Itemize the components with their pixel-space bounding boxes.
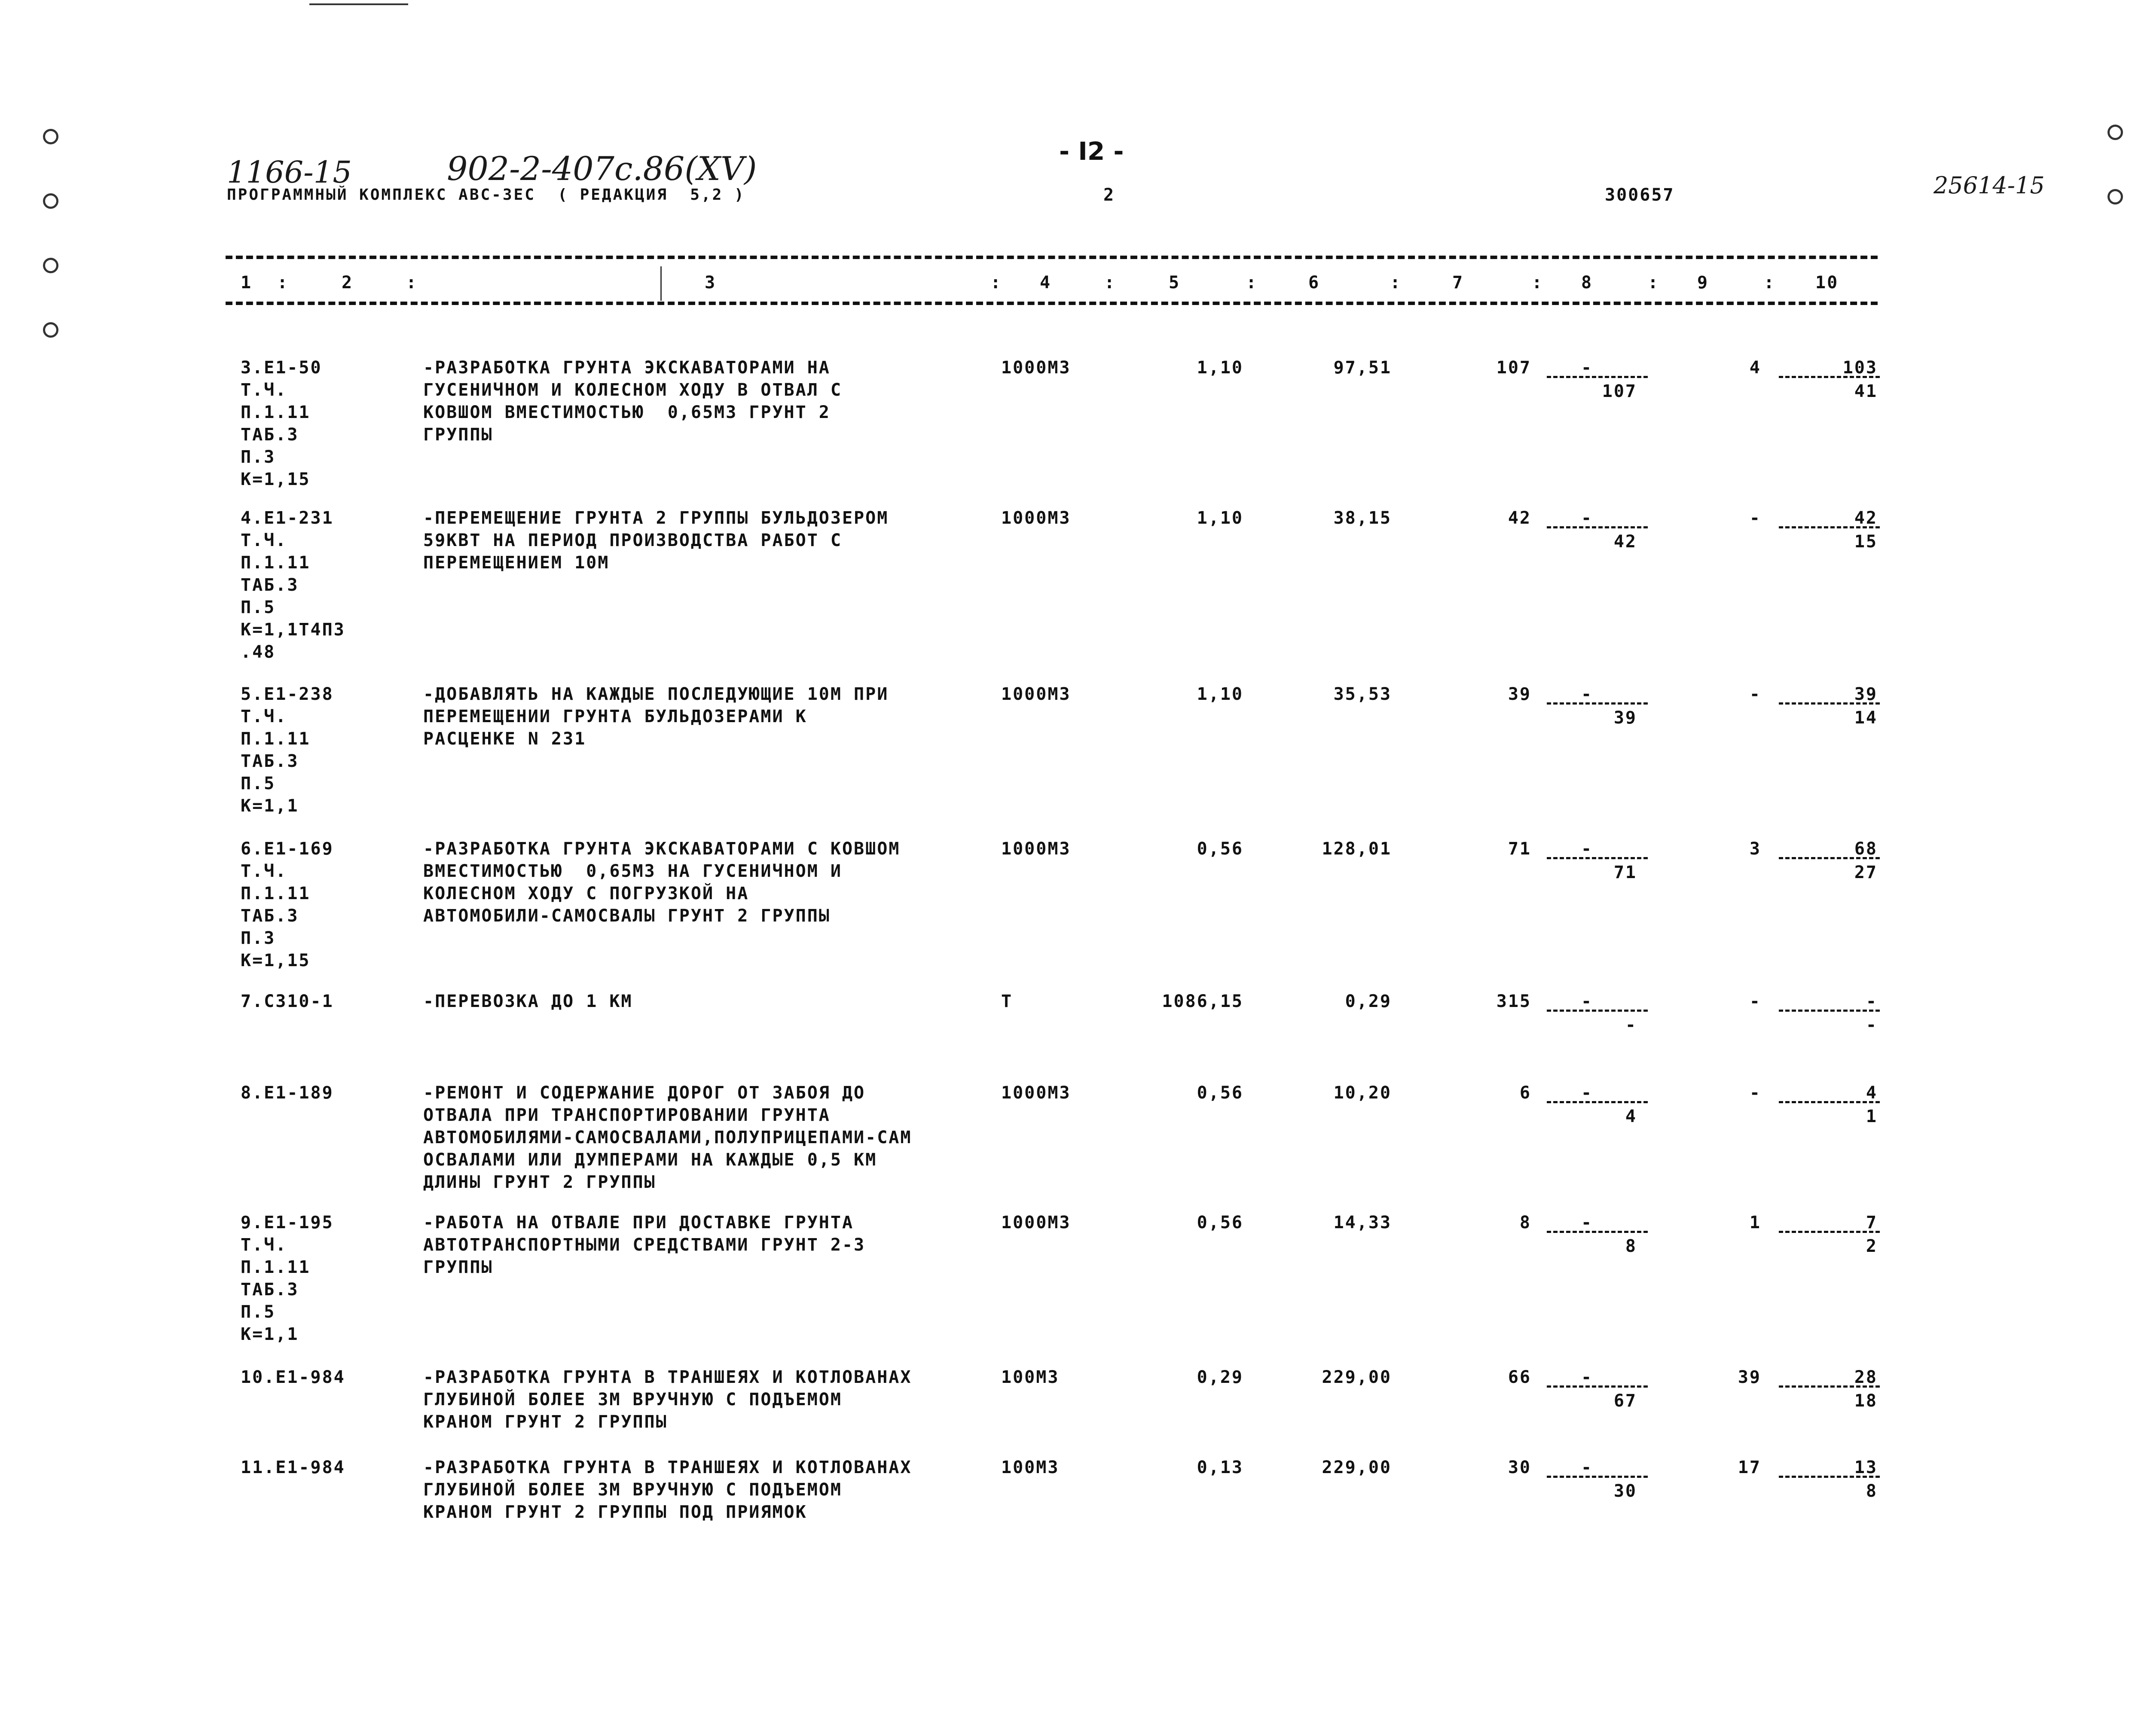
row-total: 107	[1496, 358, 1531, 378]
row-unit: 100М3	[1001, 1458, 1060, 1477]
handwritten-project-code: 902-2-407c.86(XV)	[447, 149, 757, 188]
row-description-line: АВТОМОБИЛЯМИ-САМОСВАЛАМИ,ПОЛУПРИЦЕПАМИ-САМ	[423, 1128, 912, 1147]
row-col8-divider	[1547, 857, 1648, 859]
row-code-line: ТАБ.3	[241, 425, 299, 445]
row-description-line: РАСЦЕНКЕ N 231	[423, 729, 586, 749]
row-col10-divider	[1779, 376, 1880, 378]
row-description-line: ВМЕСТИМОСТЬЮ 0,65М3 НА ГУСЕНИЧНОМ И	[423, 861, 842, 881]
row-col8-bottom: 67	[1613, 1391, 1637, 1411]
row-col8-bottom: 39	[1613, 708, 1637, 728]
row-col9: -	[1749, 684, 1761, 704]
row-col10-top: 39	[1854, 684, 1878, 704]
row-code-line: .48	[241, 642, 276, 662]
row-code-line: К=1,1	[241, 1324, 299, 1344]
row-unit: 1000М3	[1001, 358, 1071, 378]
row-col8-top: -	[1581, 1213, 1593, 1233]
row-description-line: -РЕМОНТ И СОДЕРЖАНИЕ ДОРОГ ОТ ЗАБОЯ ДО	[423, 1083, 866, 1103]
row-total: 8	[1519, 1213, 1531, 1233]
row-col8-bottom: 8	[1625, 1236, 1637, 1256]
row-unit: 1000М3	[1001, 1083, 1071, 1103]
row-description-line: -ДОБАВЛЯТЬ НА КАЖДЫЕ ПОСЛЕДУЮЩИЕ 10М ПРИ	[423, 684, 889, 704]
row-col9: 4	[1749, 358, 1761, 378]
row-code-block	[241, 1082, 334, 1104]
row-description-line: -РАЗРАБОТКА ГРУНТА ЭКСКАВАТОРАМИ НА	[423, 358, 831, 378]
row-code-line: П.1.11	[241, 403, 311, 422]
row-code-line: П.5	[241, 598, 276, 617]
row-col8-divider	[1547, 1010, 1648, 1012]
row-code-line: 9.Е1-195	[241, 1213, 334, 1233]
row-col9: -	[1749, 1083, 1761, 1103]
row-col10-top: -	[1866, 992, 1878, 1011]
row-col8-top: -	[1581, 1083, 1593, 1103]
col-number: 6	[1308, 273, 1320, 293]
row-col10-top: 7	[1866, 1213, 1878, 1233]
row-quantity: 0,56	[1197, 1213, 1243, 1233]
binder-hole	[43, 129, 58, 144]
row-col8-divider	[1547, 1476, 1648, 1478]
row-quantity: 1086,15	[1162, 992, 1243, 1011]
row-col8-top: -	[1581, 839, 1593, 859]
row-unit-price: 10,20	[1333, 1083, 1392, 1103]
row-col8-top: -	[1581, 358, 1593, 378]
row-code-line: 4.Е1-231	[241, 508, 334, 528]
row-col10-bottom: 18	[1854, 1391, 1878, 1411]
row-col10-top: 68	[1854, 839, 1878, 859]
row-col10-bottom: 15	[1854, 532, 1878, 552]
row-description-line: ГРУППЫ	[423, 425, 493, 445]
row-code-block	[241, 683, 334, 817]
row-col9: 17	[1738, 1458, 1761, 1477]
row-code-line: П.1.11	[241, 884, 311, 903]
row-code-line: Т.Ч.	[241, 380, 287, 400]
row-col8-top: -	[1581, 992, 1593, 1011]
row-description-line: ОСВАЛАМИ ИЛИ ДУМПЕРАМИ НА КАЖДЫЕ 0,5 КМ	[423, 1150, 877, 1170]
row-code-line: ТАБ.3	[241, 1280, 299, 1300]
row-unit: 1000М3	[1001, 839, 1071, 859]
row-total: 66	[1508, 1367, 1531, 1387]
handwritten-inventory-number: 1166-15	[227, 155, 352, 190]
row-code-line: К=1,15	[241, 951, 311, 970]
row-col8-divider	[1547, 376, 1648, 378]
row-col8-divider	[1547, 1101, 1648, 1103]
row-description	[423, 1366, 912, 1433]
row-quantity: 0,56	[1197, 1083, 1243, 1103]
row-col9: 3	[1749, 839, 1761, 859]
binder-hole	[43, 193, 58, 209]
row-code-line: П.1.11	[241, 729, 311, 749]
row-description-line: АВТОТРАНСПОРТНЫМИ СРЕДСТВАМИ ГРУНТ 2-3	[423, 1235, 866, 1255]
row-col10-top: 28	[1854, 1367, 1878, 1387]
row-col10-divider	[1779, 702, 1880, 705]
row-code-line: 7.С310-1	[241, 992, 334, 1011]
row-unit-price: 97,51	[1333, 358, 1392, 378]
row-code-line: ТАБ.3	[241, 575, 299, 595]
col-number: 3	[705, 273, 717, 293]
row-col8-top: -	[1581, 684, 1593, 704]
binder-hole	[2108, 125, 2123, 140]
program-line: ПРОГРАММНЫЙ КОМПЛЕКС АВС-3ЕС ( РЕДАКЦИЯ 5,2 )	[227, 186, 745, 204]
row-total: 39	[1508, 684, 1531, 704]
row-col8-bottom: 71	[1613, 863, 1637, 882]
col-number: 4	[1040, 273, 1052, 293]
row-code-block	[241, 838, 334, 972]
row-code-line: 3.Е1-50	[241, 358, 322, 378]
col-separator: :	[277, 273, 289, 293]
row-col8-bottom: -	[1625, 1015, 1637, 1035]
row-col8-divider	[1547, 702, 1648, 705]
row-col9: 39	[1738, 1367, 1761, 1387]
row-code-line: ТАБ.3	[241, 906, 299, 926]
row-code-line: П.1.11	[241, 1257, 311, 1277]
row-col10-divider	[1779, 1101, 1880, 1103]
binder-hole	[2108, 189, 2123, 204]
row-description	[423, 1082, 912, 1193]
row-description-line: КОЛЕСНОМ ХОДУ С ПОГРУЗКОЙ НА	[423, 884, 749, 903]
row-code-block	[241, 357, 322, 491]
sheet-number: 2	[1103, 185, 1115, 205]
row-description	[423, 1211, 865, 1278]
row-unit-price: 38,15	[1333, 508, 1392, 528]
row-description-line: КРАНОМ ГРУНТ 2 ГРУППЫ	[423, 1412, 668, 1432]
row-col10-divider	[1779, 526, 1880, 528]
row-code-line: ТАБ.3	[241, 751, 299, 771]
row-col9: -	[1749, 508, 1761, 528]
row-unit-price: 14,33	[1333, 1213, 1392, 1233]
row-total: 30	[1508, 1458, 1531, 1477]
row-description-line: КОВШОМ ВМЕСТИМОСТЬЮ 0,65М3 ГРУНТ 2	[423, 403, 831, 422]
row-code-line: 6.Е1-169	[241, 839, 334, 859]
col-separator: :	[1390, 273, 1402, 293]
row-unit: Т	[1001, 992, 1013, 1011]
row-col9: -	[1749, 992, 1761, 1011]
row-description-line: ДЛИНЫ ГРУНТ 2 ГРУППЫ	[423, 1172, 656, 1192]
table-top-rule	[226, 256, 1878, 259]
row-col10-divider	[1779, 1231, 1880, 1233]
row-col10-bottom: 2	[1866, 1236, 1878, 1256]
row-code-block	[241, 1211, 334, 1345]
binder-hole	[43, 258, 58, 273]
row-description-line: ПЕРЕМЕЩЕНИЕМ 10М	[423, 553, 610, 573]
row-unit: 1000М3	[1001, 1213, 1071, 1233]
row-total: 6	[1519, 1083, 1531, 1103]
row-description-line: -РАБОТА НА ОТВАЛЕ ПРИ ДОСТАВКЕ ГРУНТА	[423, 1213, 854, 1233]
row-col8-divider	[1547, 1385, 1648, 1388]
row-description-line: АВТОМОБИЛИ-САМОСВАЛЫ ГРУНТ 2 ГРУППЫ	[423, 906, 831, 926]
row-description	[423, 838, 900, 927]
row-quantity: 0,13	[1197, 1458, 1243, 1477]
row-code-line: 8.Е1-189	[241, 1083, 334, 1103]
row-code-block	[241, 507, 345, 663]
row-code-line: П.3	[241, 928, 276, 948]
row-description-line: ГЛУБИНОЙ БОЛЕЕ 3М ВРУЧНУЮ С ПОДЪЕМОМ	[423, 1480, 842, 1500]
row-code-line: К=1,1Т4П3	[241, 620, 345, 640]
col-separator: :	[990, 273, 1002, 293]
row-total: 315	[1496, 992, 1531, 1011]
col-number: 2	[342, 273, 354, 293]
row-col10-divider	[1779, 1010, 1880, 1012]
row-description-line: -РАЗРАБОТКА ГРУНТА ЭКСКАВАТОРАМИ С КОВШОМ	[423, 839, 901, 859]
row-col8-divider	[1547, 1231, 1648, 1233]
row-code-line: П.3	[241, 447, 276, 467]
row-col10-bottom: 27	[1854, 863, 1878, 882]
col-number: 10	[1815, 273, 1839, 293]
row-code-line: Т.Ч.	[241, 531, 287, 550]
row-code-line: П.5	[241, 774, 276, 793]
row-description-line: КРАНОМ ГРУНТ 2 ГРУППЫ ПОД ПРИЯМОК	[423, 1502, 807, 1522]
row-description-line: -РАЗРАБОТКА ГРУНТА В ТРАНШЕЯХ И КОТЛОВАНАХ	[423, 1367, 912, 1387]
row-col10-divider	[1779, 1476, 1880, 1478]
row-unit: 1000М3	[1001, 684, 1071, 704]
row-code-line: Т.Ч.	[241, 1235, 287, 1255]
row-col8-bottom: 42	[1613, 532, 1637, 552]
col-number: 5	[1169, 273, 1181, 293]
row-code-block	[241, 1366, 345, 1388]
row-col10-bottom: 1	[1866, 1107, 1878, 1126]
row-description	[423, 1456, 912, 1523]
row-col8-bottom: 4	[1625, 1107, 1637, 1126]
handwritten-archive-number: 25614-15	[1933, 172, 2045, 199]
binder-hole	[43, 322, 58, 338]
row-col10-bottom: -	[1866, 1015, 1878, 1035]
row-code-block	[241, 990, 334, 1013]
row-code-line: 10.Е1-984	[241, 1367, 345, 1387]
row-code-line: К=1,15	[241, 470, 311, 489]
row-description-line: 59КВТ НА ПЕРИОД ПРОИЗВОДСТВА РАБОТ С	[423, 531, 842, 550]
col-separator: :	[1532, 273, 1544, 293]
row-description-line: ГУСЕНИЧНОМ И КОЛЕСНОМ ХОДУ В ОТВАЛ С	[423, 380, 842, 400]
row-code-line: 5.Е1-238	[241, 684, 334, 704]
row-description	[423, 507, 889, 574]
row-description-line: ОТВАЛА ПРИ ТРАНСПОРТИРОВАНИИ ГРУНТА	[423, 1105, 831, 1125]
row-description-line: -ПЕРЕМЕЩЕНИЕ ГРУНТА 2 ГРУППЫ БУЛЬДОЗЕРОМ	[423, 508, 889, 528]
row-quantity: 0,56	[1197, 839, 1243, 859]
row-total: 42	[1508, 508, 1531, 528]
col-number: 8	[1581, 273, 1593, 293]
row-col10-top: 4	[1866, 1083, 1878, 1103]
row-col10-divider	[1779, 1385, 1880, 1388]
row-col10-bottom: 8	[1866, 1481, 1878, 1501]
row-col10-bottom: 41	[1854, 381, 1878, 401]
row-description-line: -ПЕРЕВОЗКА ДО 1 КМ	[423, 992, 633, 1011]
col-separator: :	[1648, 273, 1660, 293]
row-code-line: К=1,1	[241, 796, 299, 816]
row-code-block	[241, 1456, 345, 1479]
col-separator: :	[1104, 273, 1116, 293]
row-description-line: -РАЗРАБОТКА ГРУНТА В ТРАНШЕЯХ И КОТЛОВАНАХ	[423, 1458, 912, 1477]
row-quantity: 1,10	[1197, 684, 1243, 704]
page-number: - I2 -	[1059, 137, 1124, 166]
row-unit-price: 229,00	[1322, 1458, 1392, 1477]
row-col10-divider	[1779, 857, 1880, 859]
row-unit-price: 0,29	[1345, 992, 1392, 1011]
col-separator: :	[1764, 273, 1776, 293]
row-description-line: ГРУППЫ	[423, 1257, 493, 1277]
row-unit: 1000М3	[1001, 508, 1071, 528]
col-separator: :	[1246, 273, 1258, 293]
row-col10-top: 103	[1842, 358, 1878, 378]
col-number: 9	[1697, 273, 1709, 293]
top-scan-mark	[309, 3, 408, 5]
row-unit: 100М3	[1001, 1367, 1060, 1387]
row-description	[423, 683, 889, 750]
row-col8-bottom: 30	[1613, 1481, 1637, 1501]
row-col9: 1	[1749, 1213, 1761, 1233]
row-col10-bottom: 14	[1854, 708, 1878, 728]
row-col8-top: -	[1581, 1367, 1593, 1387]
row-code-line: Т.Ч.	[241, 861, 287, 881]
row-col8-top: -	[1581, 508, 1593, 528]
row-code-line: Т.Ч.	[241, 707, 287, 726]
col-separator: :	[406, 273, 418, 293]
col-number: 7	[1452, 273, 1464, 293]
row-unit-price: 128,01	[1322, 839, 1392, 859]
row-code-line: П.1.11	[241, 553, 311, 573]
row-code-line: П.5	[241, 1302, 276, 1322]
col-number: 1	[241, 273, 253, 293]
row-col10-top: 13	[1854, 1458, 1878, 1477]
row-col10-top: 42	[1854, 508, 1878, 528]
row-total: 71	[1508, 839, 1531, 859]
row-col8-divider	[1547, 526, 1648, 528]
row-quantity: 1,10	[1197, 508, 1243, 528]
row-unit-price: 35,53	[1333, 684, 1392, 704]
col-separator-bar	[660, 266, 662, 301]
row-description-line: ПЕРЕМЕЩЕНИИ ГРУНТА БУЛЬДОЗЕРАМИ К	[423, 707, 807, 726]
row-col8-top: -	[1581, 1458, 1593, 1477]
row-code-line: 11.Е1-984	[241, 1458, 345, 1477]
row-description-line: ГЛУБИНОЙ БОЛЕЕ 3М ВРУЧНУЮ С ПОДЪЕМОМ	[423, 1390, 842, 1410]
row-quantity: 0,29	[1197, 1367, 1243, 1387]
row-unit-price: 229,00	[1322, 1367, 1392, 1387]
document-code: 300657	[1605, 185, 1675, 205]
row-description	[423, 990, 632, 1013]
row-col8-bottom: 107	[1602, 381, 1637, 401]
row-quantity: 1,10	[1197, 358, 1243, 378]
row-description	[423, 357, 842, 446]
table-header-rule	[226, 302, 1878, 305]
